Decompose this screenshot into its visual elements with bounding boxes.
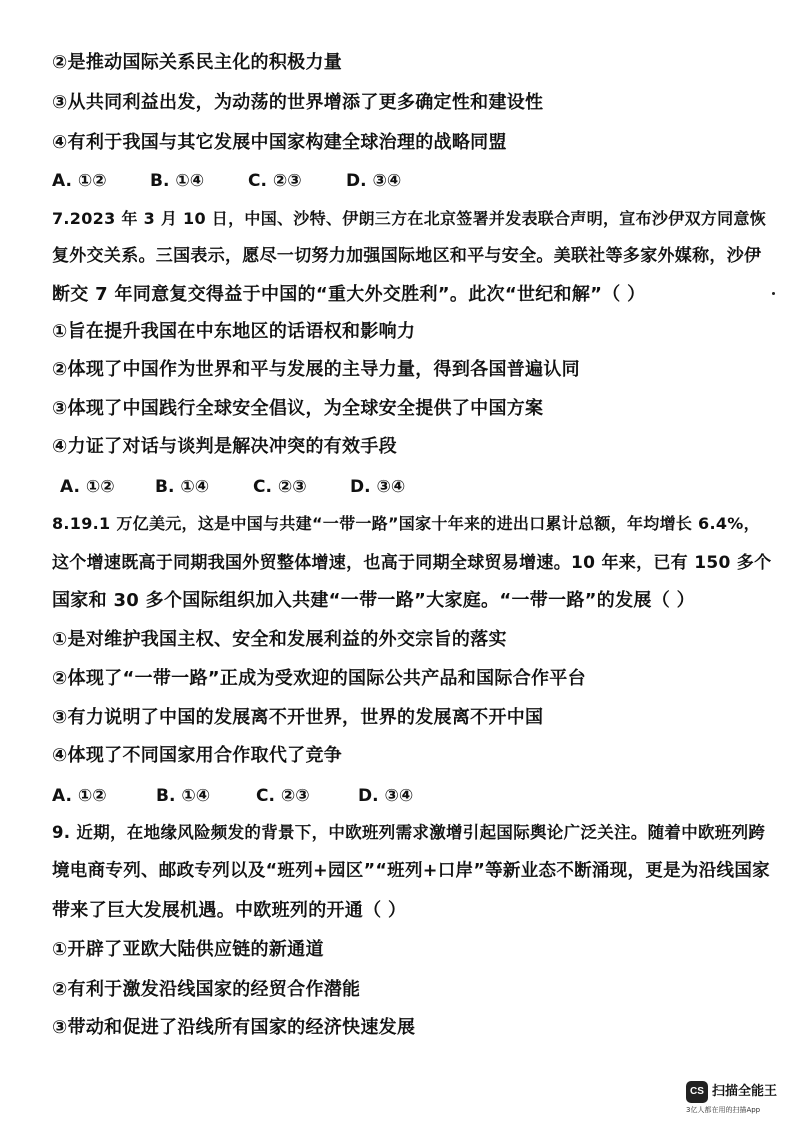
q7-option-b: B. ①④ <box>155 477 210 497</box>
q9-stem-line-2: 境电商专列、邮政专列以及“班列+园区”“班列+口岸”等新业态不断涌现，更是为沿线国家 <box>52 861 770 881</box>
q8-stem-line-2: 这个增速既高于同期我国外贸整体增速，也高于同期全球贸易增速。10 年来，已有 150 多个 <box>52 553 772 573</box>
scanner-app-name: 扫描全能王 <box>712 1084 778 1099</box>
q8-option-a: A. ①② <box>52 786 107 806</box>
q7-option-a: A. ①② <box>60 477 115 497</box>
q9-stem-line-1: 9. 近期，在地缘风险频发的背景下，中欧班列需求激增引起国际舆论广泛关注。随着中欧班列跨 <box>52 823 766 842</box>
q8-option-d: D. ③④ <box>358 786 414 806</box>
q9-statement-2: ②有利于激发沿线国家的经贸合作潜能 <box>52 979 361 1000</box>
scanner-slogan: 3亿人都在用的扫描App <box>686 1106 761 1114</box>
q8-stem-line-3: 国家和 30 多个国际组织加入共建“一带一路”大家庭。“一带一路”的发展（ ） <box>52 590 695 611</box>
q7-statement-1: ①旨在提升我国在中东地区的话语权和影响力 <box>52 321 416 342</box>
q7-statement-2: ②体现了中国作为世界和平与发展的主导力量，得到各国普遍认同 <box>52 359 580 380</box>
scanner-logo-icon: CS <box>686 1081 708 1103</box>
q6-option-c: C. ②③ <box>248 171 302 191</box>
q7-stem-line-2: 复外交关系。三国表示，愿尽一切努力加强国际地区和平与安全。美联社等多家外媒称，沙伊 <box>52 246 762 266</box>
q9-statement-1: ①开辟了亚欧大陆供应链的新通道 <box>52 939 324 960</box>
q6-statement-3: ③从共同利益出发，为动荡的世界增添了更多确定性和建设性 <box>52 92 544 113</box>
q6-option-a: A. ①② <box>52 171 107 191</box>
scan-speck <box>772 292 775 295</box>
q9-statement-3: ③带动和促进了沿线所有国家的经济快速发展 <box>52 1017 416 1038</box>
scanner-watermark <box>686 1081 786 1117</box>
q8-option-c: C. ②③ <box>256 786 310 806</box>
q6-statement-2: ②是推动国际关系民主化的积极力量 <box>52 52 343 73</box>
q8-stem-line-1: 8.19.1 万亿美元，这是中国与共建“一带一路”国家十年来的进出口累计总额，年均增长 6.4%， <box>52 514 760 533</box>
q6-statement-4: ④有利于我国与其它发展中国家构建全球治理的战略同盟 <box>52 132 507 153</box>
q7-option-c: C. ②③ <box>253 477 307 497</box>
q7-statement-4: ④力证了对话与谈判是解决冲突的有效手段 <box>52 436 397 457</box>
q7-option-d: D. ③④ <box>350 477 406 497</box>
q7-stem-line-1: 7.2023 年 3 月 10 日，中国、沙特、伊朗三方在北京签署并发表联合声明，宣布沙伊双方同意恢 <box>52 209 766 228</box>
q6-option-d: D. ③④ <box>346 171 402 191</box>
q9-stem-line-3: 带来了巨大发展机遇。中欧班列的开通（ ） <box>52 900 407 921</box>
q8-statement-2: ②体现了“一带一路”正成为受欢迎的国际公共产品和国际合作平台 <box>52 668 586 689</box>
q8-option-b: B. ①④ <box>156 786 211 806</box>
q8-statement-3: ③有力说明了中国的发展离不开世界，世界的发展离不开中国 <box>52 707 544 728</box>
q7-stem-line-3: 断交 7 年同意复交得益于中国的“重大外交胜利”。此次“世纪和解”（ ） <box>52 284 646 305</box>
q8-statement-1: ①是对维护我国主权、安全和发展利益的外交宗旨的落实 <box>52 629 507 650</box>
q8-statement-4: ④体现了不同国家用合作取代了竞争 <box>52 745 343 766</box>
q6-option-b: B. ①④ <box>150 171 205 191</box>
q7-statement-3: ③体现了中国践行全球安全倡议，为全球安全提供了中国方案 <box>52 398 544 419</box>
